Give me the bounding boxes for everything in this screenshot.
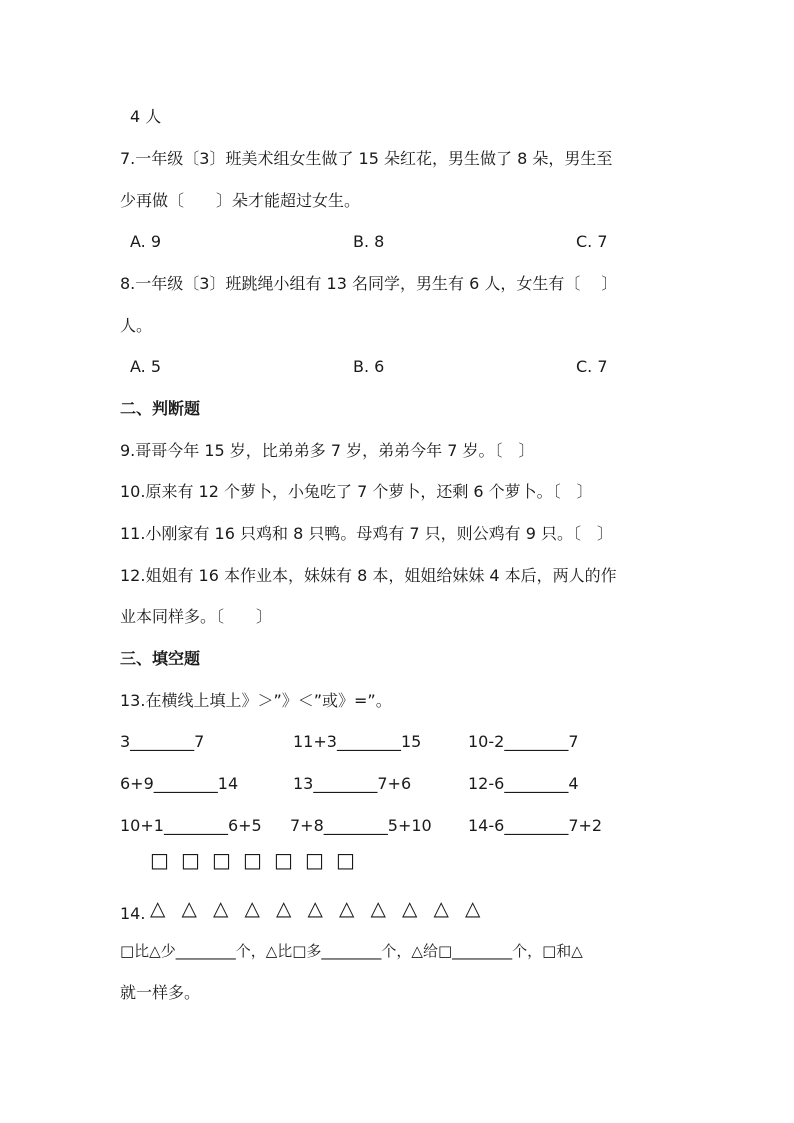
- q13-prompt: 13.在横线上填上》＞”》＜”或》=”。: [120, 691, 392, 710]
- square-icon: □: [150, 848, 169, 872]
- q13-blank-r1c1[interactable]: 3________7: [120, 732, 205, 751]
- triangle-icon: △: [181, 896, 197, 920]
- q13-blank-r2c3[interactable]: 12-6________4: [468, 774, 579, 793]
- q13-blank-r3c2[interactable]: 7+8________5+10: [290, 816, 432, 835]
- triangle-icon: △: [433, 896, 449, 920]
- triangle-icon: △: [370, 896, 386, 920]
- q8-text-line2: 人。: [120, 316, 153, 335]
- square-icon: □: [243, 848, 262, 872]
- triangle-icon: △: [213, 896, 229, 920]
- q14-squares-row: [150, 848, 367, 872]
- q6-answer-tail: 4 人: [130, 107, 162, 126]
- section-2-heading: 二、判断题: [120, 399, 201, 418]
- triangle-icon: △: [339, 896, 355, 920]
- q8-text-line1: 8.一年级〔3〕班跳绳小组有 13 名同学，男生有 6 人，女生有〔 〕: [120, 274, 618, 293]
- q13-blank-r1c3[interactable]: 10-2________7: [468, 732, 579, 751]
- q13-blank-r2c1[interactable]: 6+9________14: [120, 774, 239, 793]
- q13-blank-r3c1[interactable]: 10+1________6+5: [120, 816, 262, 835]
- q13-blank-r1c2[interactable]: 11+3________15: [293, 732, 422, 751]
- q14-text-line1: □比△少________个，△比□多________个，△给□________个，□和△: [120, 942, 583, 960]
- square-icon: □: [274, 848, 293, 872]
- q12-text-line2: 业本同样多。〔 〕: [120, 607, 273, 626]
- q7-option-b: B. 8: [353, 232, 385, 251]
- q7-option-c: C. 7: [576, 232, 608, 251]
- q13-blank-r3c3[interactable]: 14-6________7+2: [468, 816, 603, 835]
- square-icon: □: [181, 848, 200, 872]
- q9-text: 9.哥哥今年 15 岁，比弟弟多 7 岁，弟弟今年 7 岁。〔 〕: [120, 441, 535, 460]
- triangle-icon: △: [150, 896, 166, 920]
- triangle-icon: △: [307, 896, 323, 920]
- section-3-heading: 三、填空题: [120, 649, 201, 668]
- triangle-icon: △: [276, 896, 292, 920]
- triangle-icon: △: [465, 896, 481, 920]
- q7-option-a: A. 9: [130, 232, 162, 251]
- q14-number: 14.: [120, 904, 146, 923]
- q8-option-c: C. 7: [576, 357, 608, 376]
- q13-blank-r2c2[interactable]: 13________7+6: [293, 774, 412, 793]
- q7-text-line2: 少再做〔 〕朵才能超过女生。: [120, 191, 361, 210]
- triangle-icon: △: [244, 896, 260, 920]
- q14-text-line2: 就一样多。: [120, 983, 201, 1002]
- square-icon: □: [212, 848, 231, 872]
- triangle-icon: △: [402, 896, 418, 920]
- q14-triangles-row: [150, 896, 497, 920]
- q11-text: 11.小刚家有 16 只鸡和 8 只鸭。母鸡有 7 只，则公鸡有 9 只。〔 〕: [120, 524, 614, 543]
- q7-text-line1: 7.一年级〔3〕班美术组女生做了 15 朵红花，男生做了 8 朵，男生至: [120, 149, 613, 168]
- square-icon: □: [305, 848, 324, 872]
- q10-text: 10.原来有 12 个萝卜，小兔吃了 7 个萝卜，还剩 6 个萝卜。〔 〕: [120, 482, 593, 501]
- q8-option-a: A. 5: [130, 357, 162, 376]
- square-icon: □: [336, 848, 355, 872]
- q12-text-line1: 12.姐姐有 16 本作业本，妹妹有 8 本，姐姐给妹妹 4 本后，两人的作: [120, 566, 617, 585]
- q8-option-b: B. 6: [353, 357, 385, 376]
